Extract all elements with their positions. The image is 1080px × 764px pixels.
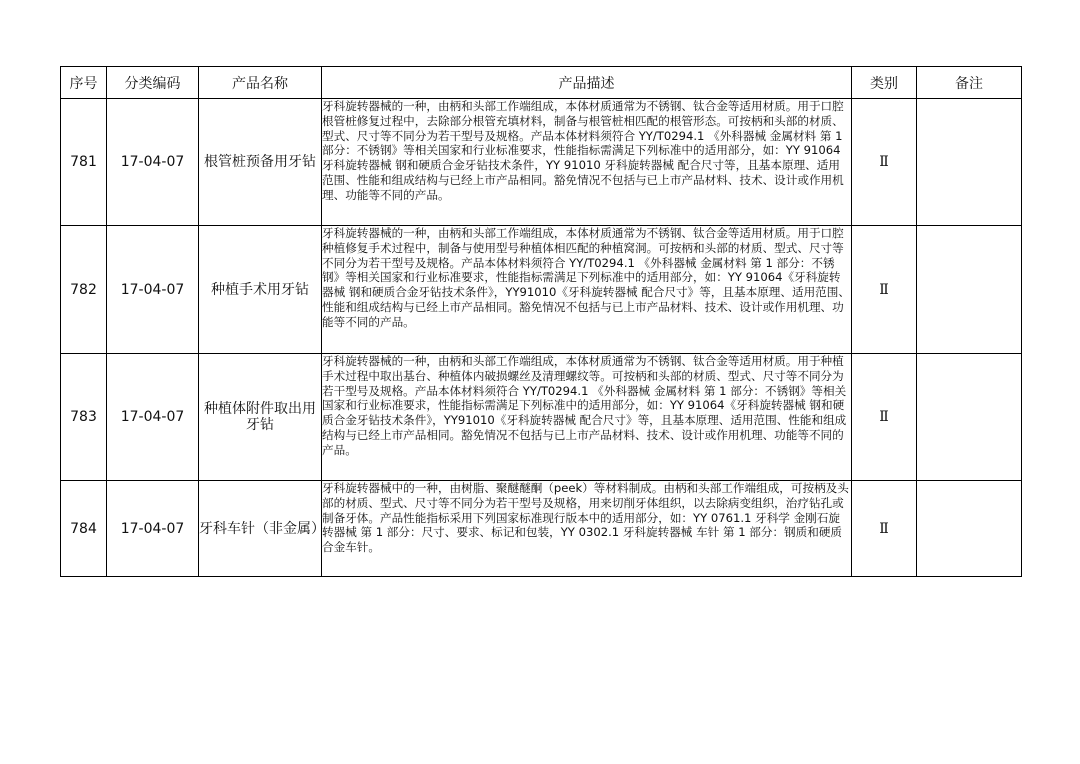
cell-code: 17-04-07 [107, 226, 199, 354]
cell-name: 牙科车针（非金属） [199, 481, 322, 577]
cell-category: Ⅱ [852, 354, 917, 481]
table-header-row [61, 67, 1022, 99]
header-desc: 产品描述 [322, 67, 852, 99]
cell-name: 种植手术用牙钻 [199, 226, 322, 354]
table-row [61, 226, 1022, 354]
header-category: 类别 [852, 67, 917, 99]
cell-code: 17-04-07 [107, 354, 199, 481]
header-code: 分类编码 [107, 67, 199, 99]
cell-code: 17-04-07 [107, 481, 199, 577]
cell-seq: 783 [61, 354, 107, 481]
header-seq: 序号 [61, 67, 107, 99]
cell-remark [917, 481, 1022, 577]
cell-seq: 782 [61, 226, 107, 354]
product-catalog-table [60, 66, 1022, 577]
cell-category: Ⅱ [852, 226, 917, 354]
cell-desc: 牙科旋转器械的一种，由柄和头部工作端组成，本体材质通常为不锈钢、钛合金等适用材质。用于口腔根管桩修复过程中，去除部分根管充填材料，制备与根管桩相匹配的根管形态。可按柄和头部的材质、型式、尺寸等不同分为若干型号及规格。产品本体材料须符合 YY/T0294.1 《外科器械 金属材料 第 1 部分：不锈钢》等相关国家和行业标准要求，性能指标需满足下列标准中的适用部分，如：YY 91064 牙科旋转器械 钢和硬质合金牙钻技术条件，YY 91010 牙科旋转器械 配合尺寸等，且基本原理、适用范围、性能和组成结构与已经上市产品相同。豁免情况不包括与已上市产品材料、技术、设计或作用机理、功能等不同的产品。 [322, 99, 852, 226]
cell-seq: 784 [61, 481, 107, 577]
cell-seq: 781 [61, 99, 107, 226]
header-remark: 备注 [917, 67, 1022, 99]
cell-desc: 牙科旋转器械的一种，由柄和头部工作端组成，本体材质通常为不锈钢、钛合金等适用材质。用于口腔种植修复手术过程中，制备与使用型号种植体相匹配的种植窝洞。可按柄和头部的材质、型式、尺寸等不同分为若干型号及规格。产品本体材料须符合 YY/T0294.1 《外科器械 金属材料 第 1 部分：不锈钢》等相关国家和行业标准要求，性能指标需满足下列标准中的适用部分，如：YY 91064《牙科旋转器械 钢和硬质合金牙钻技术条件》，YY91010《牙科旋转器械 配合尺寸》等，且基本原理、适用范围、性能和组成结构与已经上市产品相同。豁免情况不包括与已上市产品材料、技术、设计或作用机理、功能等不同的产品。 [322, 226, 852, 354]
cell-desc: 牙科旋转器械中的一种，由树脂、聚醚醚酮（peek）等材料制成。由柄和头部工作端组成，可按柄及头部的材质、型式、尺寸等不同分为若干型号及规格，用来切削牙体组织，以去除病变组织，治疗钻孔或制备牙体。产品性能指标采用下列国家标准现行版本中的适用部分，如：YY 0761.1 牙科学 金刚石旋转器械 第 1 部分：尺寸、要求、标记和包装，YY 0302.1 牙科旋转器械 车针 第 1 部分：钢质和硬质合金车针。 [322, 481, 852, 577]
table-row [61, 481, 1022, 577]
table-row [61, 354, 1022, 481]
table-row [61, 99, 1022, 226]
cell-category: Ⅱ [852, 99, 917, 226]
cell-name: 种植体附件取出用牙钻 [199, 354, 322, 481]
cell-remark [917, 226, 1022, 354]
cell-code: 17-04-07 [107, 99, 199, 226]
cell-name: 根管桩预备用牙钻 [199, 99, 322, 226]
header-name: 产品名称 [199, 67, 322, 99]
cell-desc: 牙科旋转器械的一种，由柄和头部工作端组成，本体材质通常为不锈钢、钛合金等适用材质。用于种植手术过程中取出基台、种植体内破损螺丝及清理螺纹等。可按柄和头部的材质、型式、尺寸等不同分为若干型号及规格。产品本体材料须符合 YY/T0294.1 《外科器械 金属材料 第 1 部分：不锈钢》等相关国家和行业标准要求，性能指标需满足下列标准中的适用部分，如：YY 91064《牙科旋转器械 钢和硬质合金牙钻技术条件》，YY91010《牙科旋转器械 配合尺寸》等，且基本原理、适用范围、性能和组成结构与已经上市产品相同。豁免情况不包括与已上市产品材料、技术、设计或作用机理、功能等不同的产品。 [322, 354, 852, 481]
cell-category: Ⅱ [852, 481, 917, 577]
cell-remark [917, 99, 1022, 226]
cell-remark [917, 354, 1022, 481]
